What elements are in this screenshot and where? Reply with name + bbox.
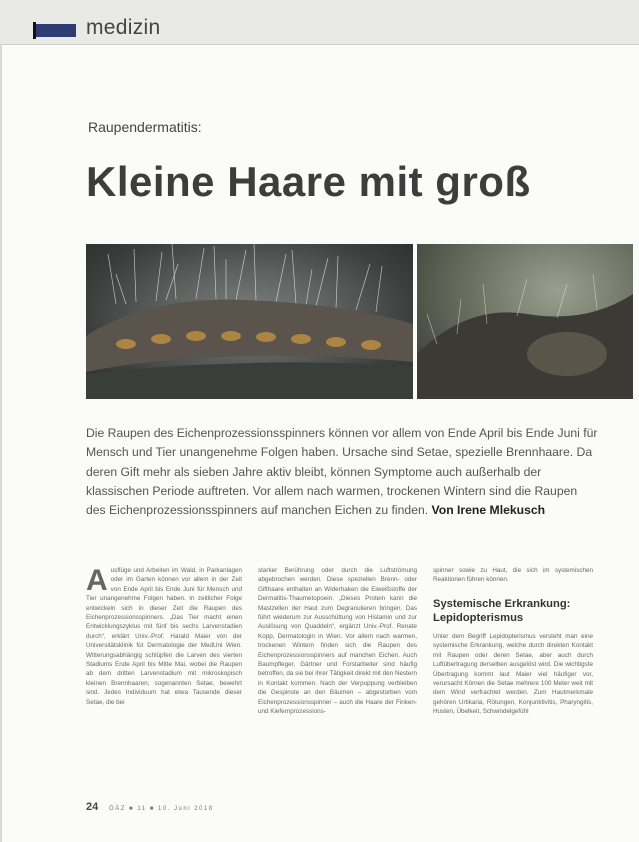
drop-cap: A bbox=[86, 564, 108, 597]
page-footer bbox=[86, 801, 214, 813]
caterpillar-photo-right bbox=[417, 244, 633, 399]
magazine-issue: ÖÄZ ■ 11 ■ 10. Juni 2018 bbox=[109, 806, 214, 812]
body-text: spinner sowie zu Haut, die sich im systemischen Reaktionen führen können. bbox=[433, 567, 593, 584]
body-text: usflüge und Arbeiten im Wald, in Parkanlagen oder im Garten können vor allem in der Zeit von Ende April bis Ende Juni für Mensch und Tier unangenehme Folgen haben. In zeitlicher Folge entwickeln sich in dieser Zeit die Raupen des Eichenprozessionsspinners. „Das Tier macht einen Entwicklungszyklus mit fünf bis sechs Larvenstadien durch“, erklärt Univ.-Prof. Harald Maier von der Universitätsklinik für Dermatologie der MedUni Wien. Witterungsabhängig schlüpfen die Larven des vierten Stadiums Ende April bis Mitte Mai, wobei die Raupen ab dem dritten Larvenstadium mit mikroskopisch kleinen Brennhaaren, sogenannten Setae, bewehrt sind. Jedes Individuum hat etwa Tausende dieser Setae, die bei bbox=[86, 567, 242, 706]
article-kicker: Raupendermatitis: bbox=[88, 119, 202, 135]
page-number: 24 bbox=[86, 801, 99, 813]
byline: Von Irene Mlekusch bbox=[431, 503, 546, 518]
caterpillar-photo-left bbox=[86, 244, 413, 399]
article-headline: Kleine Haare mit groß bbox=[86, 158, 531, 205]
article-lead bbox=[86, 424, 598, 520]
section-marker bbox=[36, 24, 76, 37]
page-edge bbox=[0, 45, 2, 842]
section-label: medizin bbox=[86, 16, 161, 39]
body-column-2 bbox=[258, 566, 417, 717]
lead-text: Die Raupen des Eichenprozessionsspinners können vor allem von Ende April bis Ende Juni für Mensch und Tier unangenehme Folgen haben. Ursache sind Setae, spezielle Brennhaare. Da deren Gift mehr als sieben Jahre aktiv bleibt, können Symptome auch außerhalb der klassischen Periode auftreten. Vor allem nach warmen, trockenen Wintern sind die Raupen des Eichenprozessionsspinners auf manchen Eichen zu finden. bbox=[86, 426, 598, 518]
body-text: Unter dem Begriff Lepidopterismus versteht man eine systemische Erkrankung, welche durch direkten Kontakt mit Raupen oder deren Setae, aber auch durch Luftübertragung derselben ausgelöst wird. Die wichtigste Übertragung kommt laut Maier viel häufiger vor, verursacht Körnen die Setae mehrere 100 Meter weit mit dem Wind verfrachtet werden. Zum Hautmerkmale gehören Urtikaria, Rötungen, Konjunktivitis, Pharyngitis, Husten, Übelkeit, Schwindelgefühl bbox=[433, 633, 593, 716]
body-text: starker Berührung oder durch die Luftströmung abgebrochen werden. Diese speziellen Brenn- oder Gifthaare enthalten an Widerhaken die Eiweißstoffe der Dermatitis-Thaumetopoein. „Dieses Protein kann die Mastzellen der Haut zum Degranulieren bringen. Das führt wiederum zur Ausschüttung von Histamin und zur Auslösung von Quaddeln“, ergänzt Univ.-Prof. Renate Kopp, Dermatologin in Wien. Vor allem nach warmen, trockenen Wintern finden sich die Raupen des Eichenprozessionsspinners auf manchen Eichen. Auch Baumpfleger, Gärtner und Forstarbeiter sind häufig betroffen, da sie bei ihrer Tätigkeit direkt mit den Nestern in Kontakt kommen. Nach der Verpuppung verbleiben die Gespinste an den Bäumen – abgestorben vom Eichenprozessionsspinner – auch die Haare der Finken- und Kiefernprozessions- bbox=[258, 567, 417, 716]
body-column-3 bbox=[433, 566, 593, 717]
header-divider bbox=[0, 44, 639, 45]
subheading: Systemische Erkrankung: Lepidopterismus bbox=[433, 597, 571, 625]
body-column-1 bbox=[86, 566, 242, 707]
